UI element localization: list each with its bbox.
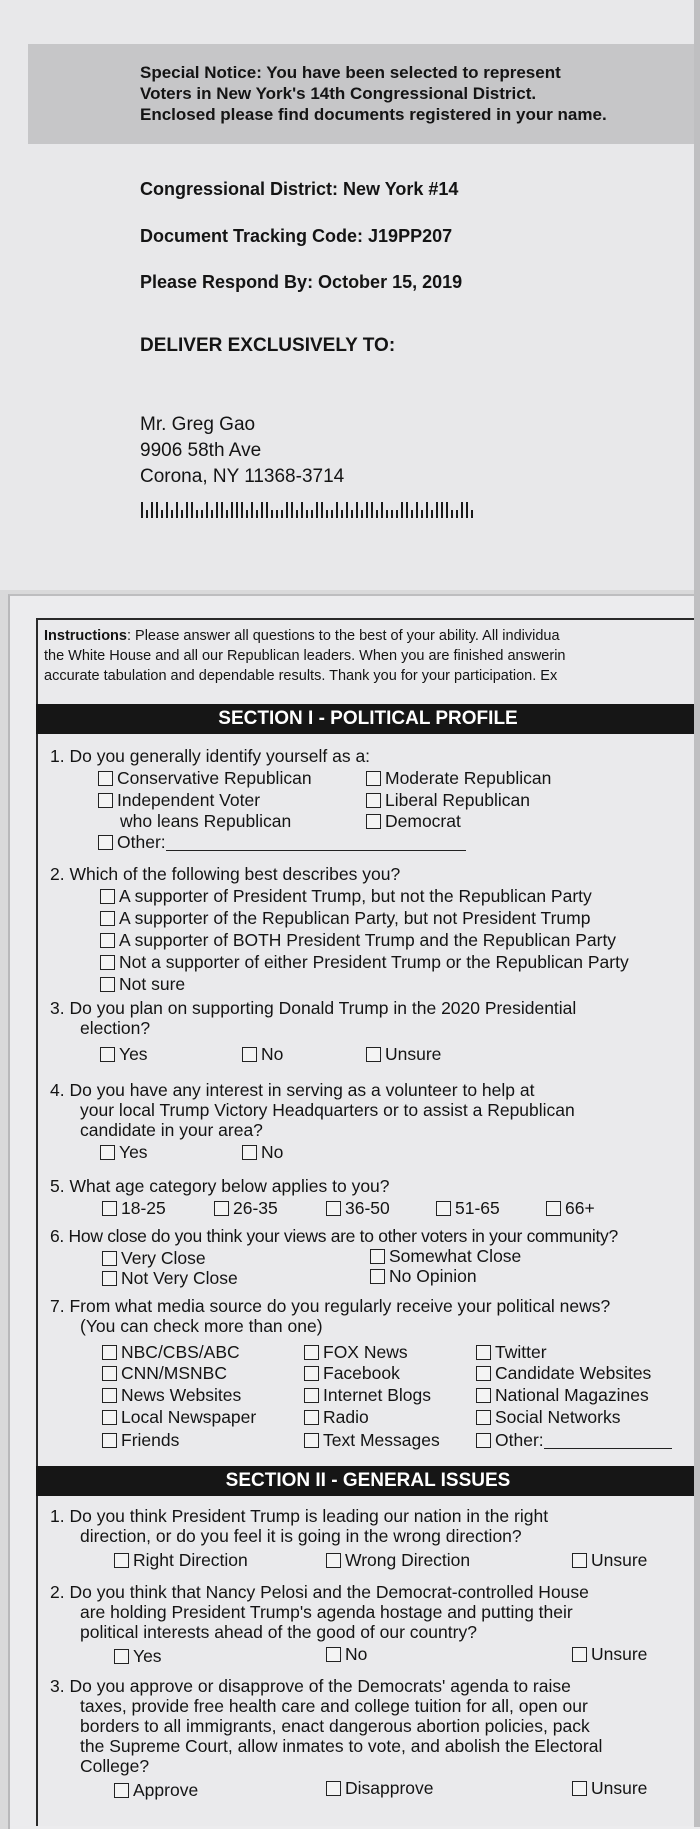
barcode-bar <box>456 510 458 518</box>
checkbox[interactable] <box>100 977 115 992</box>
s1-q5-option[interactable]: 18-25 <box>102 1198 166 1218</box>
barcode-bar <box>171 510 173 518</box>
s1-q7-option[interactable]: Social Networks <box>476 1407 620 1427</box>
barcode-bar <box>411 510 413 518</box>
checkbox[interactable] <box>366 771 381 786</box>
barcode-bar <box>231 502 233 518</box>
barcode-bar <box>391 510 393 518</box>
s1-q1-text: 1. Do you generally identify yourself as a: <box>50 746 371 766</box>
checkbox[interactable] <box>214 1201 229 1216</box>
s2-q2-option[interactable]: No <box>326 1644 367 1664</box>
barcode-bar <box>331 510 333 518</box>
checkbox[interactable] <box>102 1345 117 1360</box>
notice-line: Voters in New York's 14th Congressional District. <box>140 84 537 103</box>
checkbox[interactable] <box>370 1249 385 1264</box>
barcode-bar <box>431 510 433 518</box>
s1-q3-text: 3. Do you plan on supporting Donald Trump in the 2020 Presidential election? <box>50 998 577 1038</box>
s1-q3-option[interactable]: Yes <box>100 1044 148 1064</box>
address-city: Corona, NY 11368-3714 <box>140 466 345 487</box>
s1-q7-option[interactable]: Twitter <box>476 1342 547 1362</box>
checkbox[interactable] <box>98 835 113 850</box>
s1-q7-text: 7. From what media source do you regularly receive your political news? (You can check more than one) <box>50 1296 611 1336</box>
barcode-bar <box>286 502 288 518</box>
barcode-bar <box>466 502 468 518</box>
notice-line: Enclosed please find documents registered in your name. <box>140 105 607 124</box>
barcode-bar <box>386 510 388 518</box>
checkbox[interactable] <box>304 1388 319 1403</box>
other-write-in-line[interactable] <box>166 834 466 851</box>
s1-q1-option[interactable]: Independent Voter <box>98 790 260 810</box>
barcode-bar <box>396 510 398 518</box>
barcode-bar <box>176 502 178 518</box>
instructions-text: : Please answer all questions to the best of your ability. All individua <box>126 628 560 644</box>
checkbox[interactable] <box>546 1201 561 1216</box>
checkbox[interactable] <box>102 1433 117 1448</box>
barcode-bar <box>161 510 163 518</box>
tracking-code-line: Document Tracking Code: J19PP207 <box>140 226 453 246</box>
checkbox[interactable] <box>366 1047 381 1062</box>
s1-q2-option[interactable]: Not a supporter of either President Trump or the Republican Party <box>100 952 629 972</box>
checkbox[interactable] <box>476 1345 491 1360</box>
s1-q6-option[interactable]: Very Close <box>102 1248 206 1268</box>
barcode-bar <box>151 502 153 518</box>
s2-q1-option[interactable]: Right Direction <box>114 1550 248 1570</box>
barcode-bar <box>191 502 193 518</box>
barcode-bar <box>306 510 308 518</box>
s2-q3-option[interactable]: Approve <box>114 1780 198 1800</box>
s1-q1-option[interactable]: Conservative Republican <box>98 768 312 788</box>
barcode-bar <box>351 510 353 518</box>
barcode-bar <box>206 502 208 518</box>
barcode-bar <box>316 502 318 518</box>
s1-q5-option[interactable]: 66+ <box>546 1198 595 1218</box>
checkbox[interactable] <box>304 1366 319 1381</box>
s1-q5-option[interactable]: 26-35 <box>214 1198 278 1218</box>
s2-q3-option[interactable]: Disapprove <box>326 1778 434 1798</box>
barcode-bar <box>216 502 218 518</box>
barcode-bar <box>181 510 183 518</box>
checkbox[interactable] <box>114 1553 129 1568</box>
address-street: 9906 58th Ave <box>140 440 262 461</box>
s1-q4-text: 4. Do you have any interest in serving as a volunteer to help at your local Trump Victory Headquarters or to assist a Republican candidate in your area? <box>50 1080 575 1140</box>
notice-line: Special Notice: You have been selected to represent <box>140 63 561 82</box>
s1-q7-option[interactable]: Facebook <box>304 1363 400 1383</box>
checkbox[interactable] <box>102 1388 117 1403</box>
barcode-bar <box>421 510 423 518</box>
checkbox[interactable] <box>476 1410 491 1425</box>
s2-q2-option[interactable]: Yes <box>114 1646 162 1666</box>
barcode-bar <box>241 502 243 518</box>
s1-q5-option[interactable]: 51-65 <box>436 1198 500 1218</box>
barcode-bar <box>301 502 303 518</box>
s2-q1-text: 1. Do you think President Trump is leading our nation in the right direction, or do you feel it is going in the wrong direction? <box>50 1506 549 1546</box>
barcode-bar <box>446 502 448 518</box>
s1-q5-option[interactable]: 36-50 <box>326 1198 390 1218</box>
section-2-header: SECTION II - GENERAL ISSUES <box>36 1466 700 1496</box>
barcode-bar <box>226 510 228 518</box>
address-name: Mr. Greg Gao <box>140 414 256 435</box>
s1-q7-option[interactable]: Text Messages <box>304 1430 440 1450</box>
barcode-bar <box>366 502 368 518</box>
barcode-bar <box>406 502 408 518</box>
s2-q2-text: 2. Do you think that Nancy Pelosi and the Democrat-controlled House are holding President Trump's agenda hostage and putting their political interests ahead of the good of our country? <box>50 1582 589 1642</box>
barcode-bar <box>141 502 143 518</box>
barcode-bar <box>296 510 298 518</box>
checkbox[interactable] <box>242 1145 257 1160</box>
respond-by-line: Please Respond By: October 15, 2019 <box>140 272 463 292</box>
s2-q2-option[interactable]: Unsure <box>572 1644 647 1664</box>
checkbox[interactable] <box>476 1388 491 1403</box>
barcode-bar <box>451 510 453 518</box>
s1-q6-option[interactable]: Somewhat Close <box>370 1246 521 1266</box>
barcode-bar <box>276 510 278 518</box>
checkbox[interactable] <box>100 933 115 948</box>
instructions-line: the White House and all our Republican leaders. When you are finished answerin <box>44 648 566 664</box>
barcode-bar <box>281 510 283 518</box>
s1-q1-option[interactable]: Democrat <box>366 811 461 831</box>
checkbox[interactable] <box>476 1433 491 1448</box>
s1-q7-option[interactable]: Radio <box>304 1407 369 1427</box>
checkbox[interactable] <box>102 1251 117 1266</box>
s2-q1-option[interactable]: Unsure <box>572 1550 647 1570</box>
checkbox[interactable] <box>102 1271 117 1286</box>
checkbox[interactable] <box>572 1553 587 1568</box>
checkbox[interactable] <box>98 793 113 808</box>
checkbox[interactable] <box>326 1781 341 1796</box>
checkbox[interactable] <box>326 1647 341 1662</box>
checkbox[interactable] <box>100 955 115 970</box>
checkbox[interactable] <box>476 1366 491 1381</box>
s1-q2-option[interactable]: A supporter of President Trump, but not the Republican Party <box>100 886 592 906</box>
barcode-bar <box>341 510 343 518</box>
barcode-bar <box>201 510 203 518</box>
s1-q7-option[interactable]: Local Newspaper <box>102 1407 256 1427</box>
s1-q7-option[interactable]: Internet Blogs <box>304 1385 431 1405</box>
barcode-bar <box>251 502 253 518</box>
checkbox[interactable] <box>100 1145 115 1160</box>
barcode-bar <box>146 510 148 518</box>
instructions-block <box>44 626 700 688</box>
checkbox[interactable] <box>100 1047 115 1062</box>
checkbox[interactable] <box>370 1269 385 1284</box>
s1-q7-option[interactable]: CNN/MSNBC <box>102 1363 227 1383</box>
s1-q5-text: 5. What age category below applies to you? <box>50 1176 390 1196</box>
checkbox[interactable] <box>100 911 115 926</box>
barcode-bar <box>371 502 373 518</box>
checkbox[interactable] <box>304 1345 319 1360</box>
district-line: Congressional District: New York #14 <box>140 179 459 199</box>
barcode-bar <box>401 502 403 518</box>
barcode-bar <box>256 510 258 518</box>
s2-q3-option[interactable]: Unsure <box>572 1778 647 1798</box>
checkbox[interactable] <box>242 1047 257 1062</box>
page-edge-shadow <box>694 0 700 1827</box>
checkbox[interactable] <box>102 1366 117 1381</box>
barcode-bar <box>186 502 188 518</box>
checkbox[interactable] <box>326 1553 341 1568</box>
checkbox[interactable] <box>114 1783 129 1798</box>
s2-q3-text: 3. Do you approve or disapprove of the Democrats' agenda to raise taxes, provide free health care and college tuition for all, open our borders to all immigrants, enact dangerous abortion policies, pack the Supreme Court, allow inmates to vote, and abolish the Electoral College? <box>50 1676 603 1776</box>
checkbox[interactable] <box>304 1433 319 1448</box>
checkbox[interactable] <box>436 1201 451 1216</box>
barcode-bar <box>196 510 198 518</box>
checkbox[interactable] <box>304 1410 319 1425</box>
checkbox[interactable] <box>102 1410 117 1425</box>
s1-q4-option[interactable]: No <box>242 1142 283 1162</box>
barcode-bar <box>461 502 463 518</box>
barcode-bar <box>346 502 348 518</box>
barcode-bar <box>166 502 168 518</box>
checkbox[interactable] <box>572 1781 587 1796</box>
s1-q7-option-other[interactable]: Other: <box>476 1430 672 1450</box>
s1-q2-text: 2. Which of the following best describes you? <box>50 864 401 884</box>
s1-q2-option[interactable]: A supporter of BOTH President Trump and the Republican Party <box>100 930 616 950</box>
barcode-bar <box>246 510 248 518</box>
barcode-bar <box>221 502 223 518</box>
checkbox[interactable] <box>326 1201 341 1216</box>
s1-q6-option[interactable]: Not Very Close <box>102 1268 238 1288</box>
checkbox[interactable] <box>114 1649 129 1664</box>
barcode-bar <box>381 502 383 518</box>
barcode-bar <box>156 502 158 518</box>
s1-q1-option[interactable]: Liberal Republican <box>366 790 530 810</box>
checkbox[interactable] <box>572 1647 587 1662</box>
barcode-bar <box>311 510 313 518</box>
checkbox[interactable] <box>366 793 381 808</box>
barcode-bar <box>326 510 328 518</box>
s1-q7-option[interactable]: Friends <box>102 1430 179 1450</box>
s1-q1-option[interactable]: Moderate Republican <box>366 768 551 788</box>
barcode-bar <box>211 510 213 518</box>
s1-q7-option[interactable]: News Websites <box>102 1385 241 1405</box>
s1-q6-text: 6. How close do you think your views are to other voters in your community? <box>50 1226 618 1246</box>
barcode-bar <box>436 502 438 518</box>
barcode-bar <box>321 502 323 518</box>
barcode-bar <box>471 510 473 518</box>
s1-q3-option[interactable]: Unsure <box>366 1044 441 1064</box>
barcode-bar <box>426 502 428 518</box>
checkbox[interactable] <box>102 1201 117 1216</box>
s2-q1-option[interactable]: Wrong Direction <box>326 1550 470 1570</box>
s1-q2-option[interactable]: Not sure <box>100 974 185 994</box>
barcode-bar <box>291 502 293 518</box>
s1-q7-option[interactable]: National Magazines <box>476 1385 649 1405</box>
barcode-bar <box>261 502 263 518</box>
barcode-bar <box>441 502 443 518</box>
barcode-bar <box>271 510 273 518</box>
section-1-header: SECTION I - POLITICAL PROFILE <box>36 704 700 734</box>
postal-barcode <box>141 500 473 518</box>
barcode-bar <box>336 502 338 518</box>
s1-q3-option[interactable]: No <box>242 1044 283 1064</box>
instructions-line <box>44 626 700 646</box>
barcode-bar <box>266 502 268 518</box>
s1-q6-option[interactable]: No Opinion <box>370 1266 477 1286</box>
s1-q7-option[interactable]: NBC/CBS/ABC <box>102 1342 240 1362</box>
barcode-bar <box>356 502 358 518</box>
other-write-in-line[interactable] <box>544 1432 672 1449</box>
barcode-bar <box>236 502 238 518</box>
s1-q2-option[interactable]: A supporter of the Republican Party, but not President Trump <box>100 908 590 928</box>
checkbox[interactable] <box>100 889 115 904</box>
s1-q1-option-other[interactable]: Other: <box>98 832 466 852</box>
instructions-line: accurate tabulation and dependable results. Thank you for your participation. Ex <box>44 668 558 684</box>
checkbox[interactable] <box>98 771 113 786</box>
instructions-label: Instructions <box>44 628 127 644</box>
barcode-bar <box>376 510 378 518</box>
barcode-bar <box>361 510 363 518</box>
barcode-bar <box>416 502 418 518</box>
checkbox[interactable] <box>366 814 381 829</box>
s1-q7-option[interactable]: Candidate Websites <box>476 1363 651 1383</box>
s1-q4-option[interactable]: Yes <box>100 1142 148 1162</box>
special-notice <box>140 62 700 125</box>
s1-q1-continuation: who leans Republican <box>120 811 292 831</box>
deliver-heading: DELIVER EXCLUSIVELY TO: <box>140 335 396 356</box>
s1-q7-option[interactable]: FOX News <box>304 1342 408 1362</box>
